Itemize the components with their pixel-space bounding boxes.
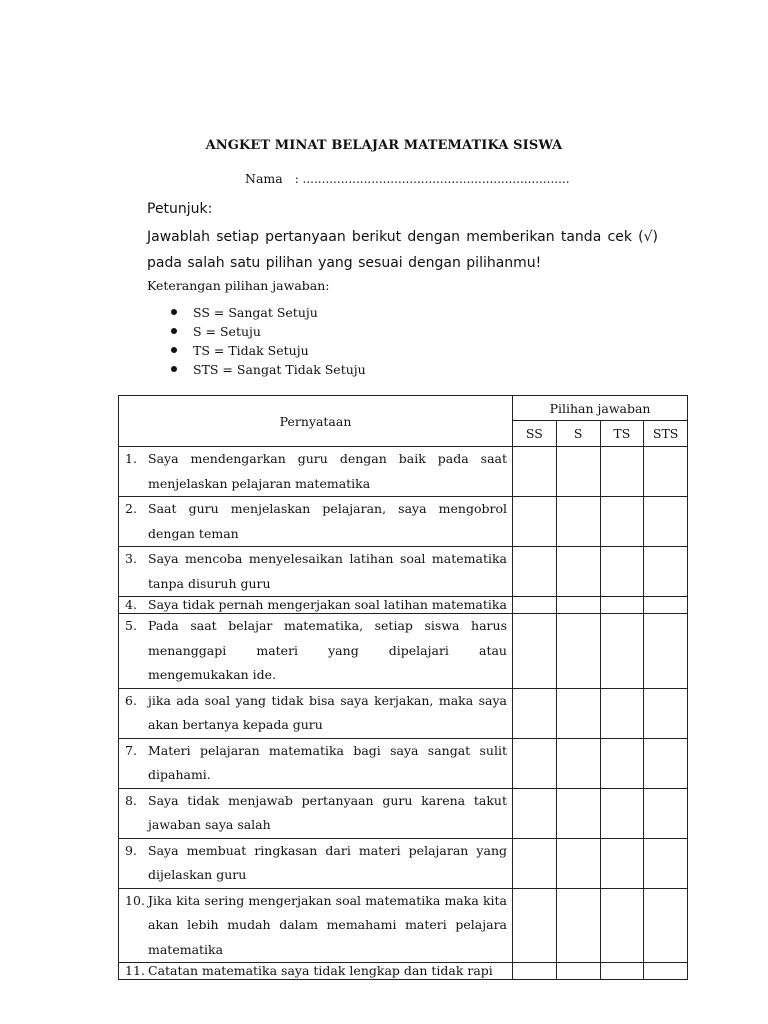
answer-cell-ts[interactable] bbox=[600, 688, 644, 738]
option-header-ts: TS bbox=[600, 421, 644, 447]
legend-item-text: S = Setuju bbox=[193, 324, 261, 339]
answer-cell-s[interactable] bbox=[556, 497, 600, 547]
answer-cell-sts[interactable] bbox=[644, 597, 688, 614]
option-header-sts: STS bbox=[644, 421, 688, 447]
statement-cell bbox=[119, 597, 513, 614]
statement-text: Saya membuat ringkasan dari materi pelajaran yang dijelaskan guru bbox=[148, 842, 507, 882]
statement-text: Materi pelajaran matematika bagi saya sangat sulit dipahami. bbox=[148, 742, 507, 782]
answer-cell-s[interactable] bbox=[556, 838, 600, 888]
answer-cell-s[interactable] bbox=[556, 888, 600, 963]
statement-text: Saya tidak menjawab pertanyaan guru karena takut jawaban saya salah bbox=[148, 792, 507, 832]
answer-cell-sts[interactable] bbox=[644, 788, 688, 838]
table-row bbox=[119, 738, 688, 788]
legend-label: Keterangan pilihan jawaban: bbox=[147, 278, 330, 293]
answer-cell-ts[interactable] bbox=[600, 614, 644, 689]
statement-number: 5. bbox=[125, 618, 137, 633]
statement-number: 9. bbox=[125, 842, 137, 858]
statement-text: Saya mendengarkan guru dengan baik pada saat menjelaskan pelajaran matematika bbox=[148, 451, 507, 491]
instructions-heading: Petunjuk: bbox=[147, 201, 213, 217]
name-label: Nama bbox=[245, 171, 283, 186]
statement-number: 3. bbox=[125, 551, 137, 566]
statement-cell bbox=[119, 688, 513, 738]
legend-item bbox=[171, 303, 366, 322]
answer-cell-sts[interactable] bbox=[644, 447, 688, 497]
name-field-row bbox=[245, 171, 570, 186]
answer-cell-s[interactable] bbox=[556, 447, 600, 497]
answer-cell-ts[interactable] bbox=[600, 447, 644, 497]
statement-cell bbox=[119, 497, 513, 547]
answer-cell-s[interactable] bbox=[556, 963, 600, 980]
answer-cell-ss[interactable] bbox=[513, 888, 557, 963]
legend-item-text: SS = Sangat Setuju bbox=[193, 305, 318, 320]
answer-cell-ss[interactable] bbox=[513, 597, 557, 614]
answer-cell-ts[interactable] bbox=[600, 963, 644, 980]
answer-cell-sts[interactable] bbox=[644, 888, 688, 963]
table-row bbox=[119, 547, 688, 597]
answer-cell-s[interactable] bbox=[556, 738, 600, 788]
survey-table bbox=[118, 395, 688, 980]
statement-text: Jika kita sering mengerjakan soal matematika maka kita akan lebih mudah dalam memahami materi pelajara matematika bbox=[148, 892, 507, 957]
table-row bbox=[119, 788, 688, 838]
table-row bbox=[119, 614, 688, 689]
statement-number: 8. bbox=[125, 792, 137, 808]
answer-cell-sts[interactable] bbox=[644, 614, 688, 689]
statement-cell bbox=[119, 788, 513, 838]
answer-cell-sts[interactable] bbox=[644, 497, 688, 547]
bullet-icon bbox=[171, 366, 177, 372]
answer-cell-ss[interactable] bbox=[513, 614, 557, 689]
statement-text: Saat guru menjelaskan pelajaran, saya mengobrol dengan teman bbox=[148, 501, 507, 541]
answer-cell-ts[interactable] bbox=[600, 788, 644, 838]
legend-item-text: STS = Sangat Tidak Setuju bbox=[193, 362, 366, 377]
table-row bbox=[119, 888, 688, 963]
statement-column-header: Pernyataan bbox=[119, 396, 513, 447]
table-row bbox=[119, 597, 688, 614]
option-header-ss: SS bbox=[513, 421, 557, 447]
legend-item bbox=[171, 322, 366, 341]
answer-cell-ss[interactable] bbox=[513, 447, 557, 497]
statement-number: 2. bbox=[125, 501, 137, 516]
answer-cell-s[interactable] bbox=[556, 614, 600, 689]
statement-number: 4. bbox=[125, 597, 137, 612]
answer-cell-sts[interactable] bbox=[644, 838, 688, 888]
bullet-icon bbox=[171, 309, 177, 315]
statement-number: 11. bbox=[125, 963, 145, 978]
option-header-s: S bbox=[556, 421, 600, 447]
statement-cell bbox=[119, 888, 513, 963]
legend-item bbox=[171, 341, 366, 360]
table-row bbox=[119, 963, 688, 980]
statement-number: 6. bbox=[125, 692, 137, 708]
document-title: ANGKET MINAT BELAJAR MATEMATIKA SISWA bbox=[205, 138, 563, 153]
bullet-icon bbox=[171, 328, 177, 334]
answer-cell-ss[interactable] bbox=[513, 547, 557, 597]
answer-cell-s[interactable] bbox=[556, 547, 600, 597]
answer-cell-ts[interactable] bbox=[600, 597, 644, 614]
answer-cell-ts[interactable] bbox=[600, 497, 644, 547]
statement-cell bbox=[119, 614, 513, 689]
statement-text: Pada saat belajar matematika, setiap siswa harus menanggapi materi yang dipelajari atau mengemukakan ide. bbox=[148, 618, 507, 682]
answer-cell-s[interactable] bbox=[556, 788, 600, 838]
name-field[interactable]: : ...................................................................... bbox=[294, 172, 570, 186]
options-column-header: Pilihan jawaban bbox=[513, 396, 688, 421]
statement-cell bbox=[119, 838, 513, 888]
statement-text: jika ada soal yang tidak bisa saya kerjakan, maka saya akan bertanya kepada guru bbox=[148, 692, 507, 732]
answer-cell-sts[interactable] bbox=[644, 963, 688, 980]
answer-cell-s[interactable] bbox=[556, 688, 600, 738]
answer-cell-ts[interactable] bbox=[600, 547, 644, 597]
answer-cell-ss[interactable] bbox=[513, 688, 557, 738]
answer-cell-ts[interactable] bbox=[600, 888, 644, 963]
answer-cell-s[interactable] bbox=[556, 597, 600, 614]
answer-cell-ss[interactable] bbox=[513, 963, 557, 980]
bullet-icon bbox=[171, 347, 177, 353]
table-row bbox=[119, 497, 688, 547]
statement-number: 7. bbox=[125, 742, 137, 758]
answer-cell-ss[interactable] bbox=[513, 838, 557, 888]
statement-cell bbox=[119, 547, 513, 597]
statement-text: Catatan matematika saya tidak lengkap dan tidak rapi bbox=[148, 963, 493, 978]
statement-number: 10. bbox=[125, 892, 145, 908]
statement-cell bbox=[119, 738, 513, 788]
answer-cell-ss[interactable] bbox=[513, 788, 557, 838]
statement-text: Saya tidak pernah mengerjakan soal latihan matematika bbox=[148, 597, 507, 612]
answer-cell-sts[interactable] bbox=[644, 688, 688, 738]
table-row bbox=[119, 688, 688, 738]
answer-cell-sts[interactable] bbox=[644, 738, 688, 788]
answer-cell-ss[interactable] bbox=[513, 738, 557, 788]
instructions-text: Jawablah setiap pertanyaan berikut dengan memberikan tanda cek (√) pada salah satu pilihan yang sesuai dengan pilihanmu! bbox=[147, 229, 658, 271]
answer-cell-ss[interactable] bbox=[513, 497, 557, 547]
statement-cell bbox=[119, 963, 513, 980]
statement-number: 1. bbox=[125, 451, 137, 466]
statement-text: Saya mencoba menyelesaikan latihan soal matematika tanpa disuruh guru bbox=[148, 551, 507, 591]
table-row bbox=[119, 447, 688, 497]
answer-cell-sts[interactable] bbox=[644, 547, 688, 597]
answer-cell-ts[interactable] bbox=[600, 838, 644, 888]
legend-item-text: TS = Tidak Setuju bbox=[193, 343, 309, 358]
table-row bbox=[119, 838, 688, 888]
legend-item bbox=[171, 360, 366, 379]
legend-list bbox=[171, 303, 366, 379]
answer-cell-ts[interactable] bbox=[600, 738, 644, 788]
statement-cell bbox=[119, 447, 513, 497]
